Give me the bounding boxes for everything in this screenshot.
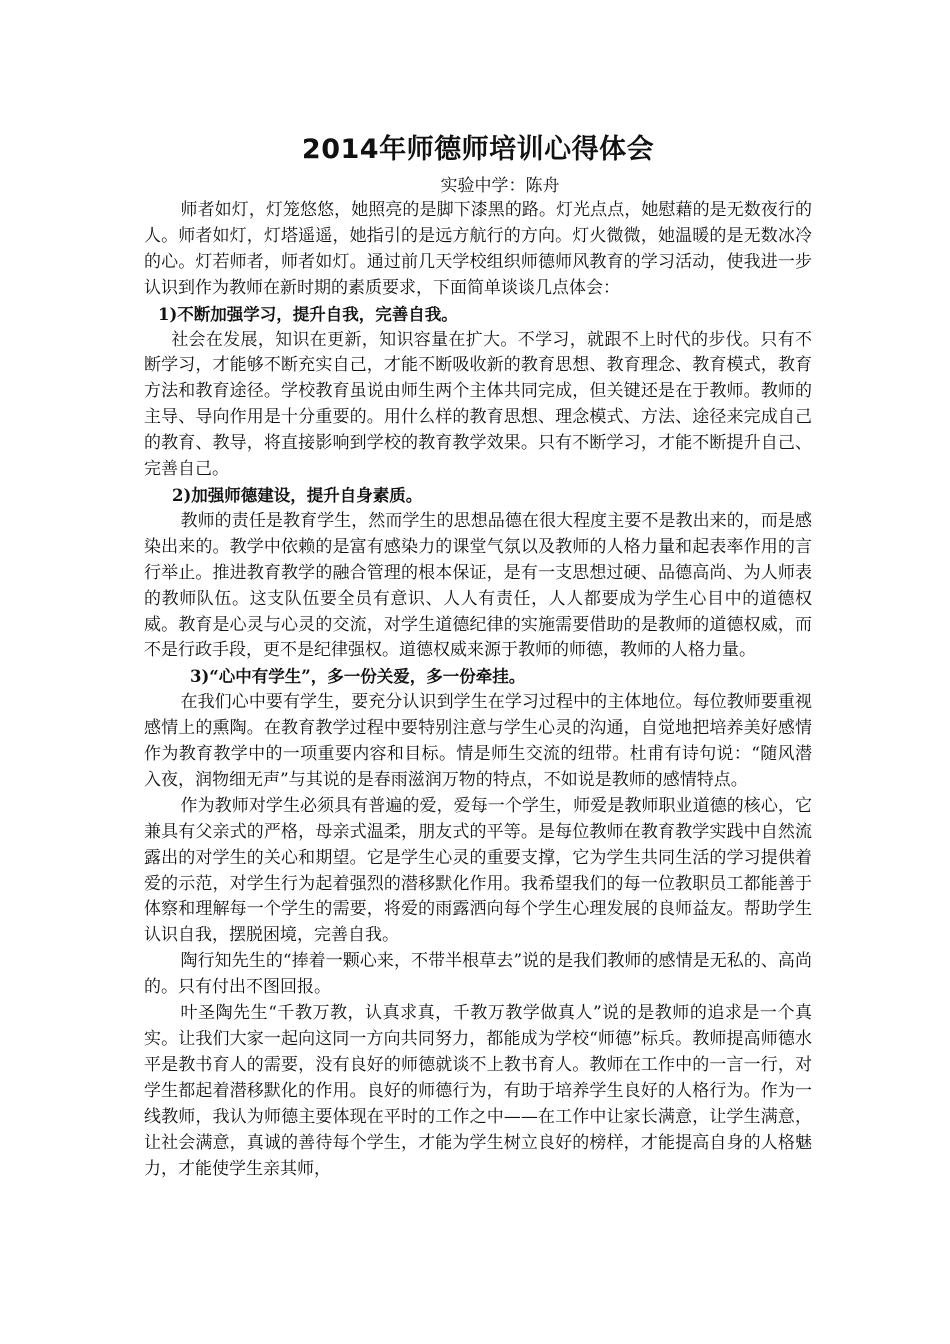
section-heading-1: 1)不断加强学习，提升自我，完善自我。 [158,304,458,324]
section-3-paragraph-1: 在我们心中要有学生，要充分认识到学生在学习过程中的主体地位。每位教师要重视感情上的熏陶。在教育教学过程中要特别注意与学生心灵的沟通，自觉地把培养美好感情作为教育教学中的一项重要内容和目标。情是师生交流的纽带。杜甫有诗句说：“随风潜入夜，润物细无声”与其说的是春雨滋润万物的特点，不如说是教师的感情特点。 [144,692,812,790]
section-3-paragraph-4: 叶圣陶先生“千教万教，认真求真，千教万教学做真人”说的是教师的追求是一个真实。让我们大家一起向这同一方向共同努力，都能成为学校“师德”标兵。教师提高师德水平是教书育人的需要，没有良好的师德就谈不上教书育人。教师在工作中的一言一行，对学生都起着潜移默化的作用。良好的师德行为，有助于培养学生良好的人格行为。作为一线教师，我认为师德主要体现在平时的工作之中——在工作中让家长满意，让学生满意，让社会满意，真诚的善待每个学生，才能为学生树立良好的榜样，才能提高自身的人格魅力，才能使学生亲其师， [144,1003,812,1179]
section-heading-3: 3)“心中有学生”，多一份关爱，多一份牵挂。 [190,667,526,687]
section-3-paragraph-2: 作为教师对学生必须具有普遍的爱，爱每一个学生，师爱是教师职业道德的核心，它兼具有父亲式的严格，母亲式温柔，朋友式的平等。是每位教师在教育教学实践中自然流露出的对学生的关心和期望。它是学生心灵的重要支撑，它为学生共同生活的学习提供着爱的示范，对学生行为起着强烈的潜移默化作用。我希望我们的每一位教职员工都能善于体察和理解每一个学生的需要，将爱的雨露洒向每个学生心理发展的良师益友。帮助学生认识自我，摆脱困境，完善自我。 [144,795,812,946]
section-heading-2: 2)加强师德建设，提升自身素质。 [172,485,423,505]
document-title: 2014年师德师培训心得体会 [301,134,655,165]
section-2-paragraph: 教师的责任是教育学生，然而学生的思想品德在很大程度主要不是教出来的，而是感染出来的。教学中依赖的是富有感染力的课堂气氛以及教师的人格力量和起表率作用的言行举止。推进教育教学的融合管理的根本保证，是有一支思想过硬、品德高尚、为人师表的教师队伍。这支队伍要全员有意识、人人有责任，人人都要成为学生心目中的道德权威。教育是心灵与心灵的交流，对学生道德纪律的实施需要借助的是教师的道德权威，而不是行政手段，更不是纪律强权。道德权威来源于教师的师德，教师的人格力量。 [144,510,812,661]
author-byline: 实验中学：陈舟 [440,176,560,196]
intro-paragraph: 师者如灯，灯笼悠悠，她照亮的是脚下漆黑的路。灯光点点，她慰藉的是无数夜行的人。师者如灯，灯塔遥遥，她指引的是远方航行的方向。灯火微微，她温暖的是无数冰冷的心。灯若师者，师者如灯。通过前几天学校组织师德师风教育的学习活动，使我进一步认识到作为教师在新时期的素质要求，下面简单谈谈几点体会： [144,200,812,298]
section-3-paragraph-3: 陶行知先生的“捧着一颗心来，不带半根草去”说的是我们教师的感情是无私的、高尚的。只有付出不图回报。 [144,951,812,998]
section-1-paragraph: 社会在发展，知识在更新，知识容量在扩大。不学习，就跟不上时代的步伐。只有不断学习，才能够不断充实自己，才能不断吸收新的教育思想、教育理念、教育模式，教育方法和教育途径。学校教育虽说由师生两个主体共同完成，但关键还是在于教师。教师的主导、导向作用是十分重要的。用什么样的教育思想、理念模式、方法、途径来完成自己的教育、教导，将直接影响到学校的教育教学效果。只有不断学习，才能不断提升自己、完善自己。 [144,329,812,480]
document-page [144,130,812,1182]
